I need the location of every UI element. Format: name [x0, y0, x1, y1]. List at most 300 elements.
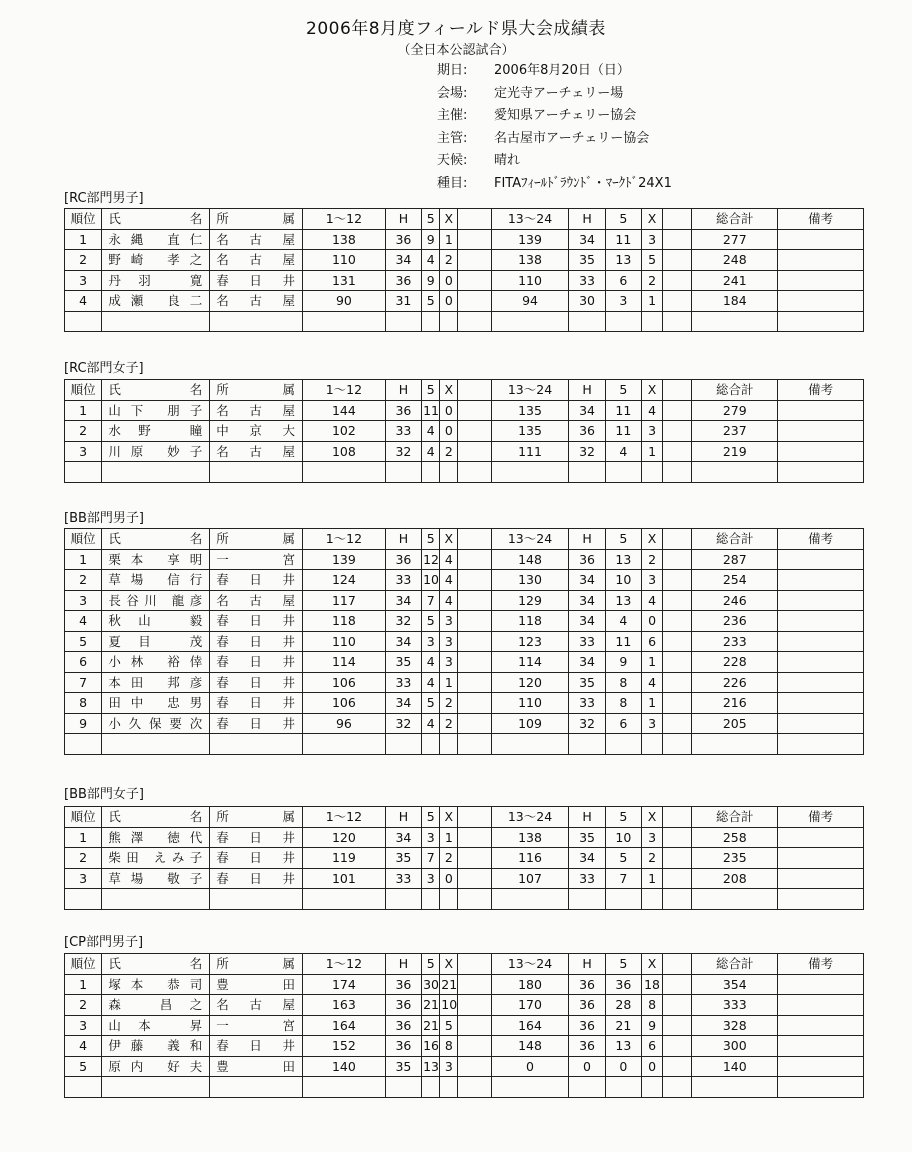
cell-name: 山下 朋子	[102, 400, 210, 421]
cell-h-1-12: 35	[385, 652, 421, 673]
cell-empty	[440, 734, 458, 755]
col-header-five-13-24: 5	[605, 807, 641, 828]
cell-empty	[422, 734, 440, 755]
cell-remarks	[778, 1056, 864, 1077]
section-label-cp-men: [CP部門男子]	[64, 935, 144, 950]
cell-name: 夏目 茂	[102, 631, 210, 652]
col-header-five-13-24: 5	[605, 954, 641, 975]
cell-score-1-12: 102	[303, 421, 386, 442]
cell-remarks	[778, 848, 864, 869]
cell-five-13-24: 6	[605, 270, 641, 291]
cell-x-13-24: 6	[641, 1036, 662, 1057]
info-value: 名古屋市アーチェリー協会	[494, 130, 650, 146]
cell-h-1-12: 36	[385, 1015, 421, 1036]
cell-rank: 1	[65, 549, 102, 570]
cell-x-1-12: 4	[440, 570, 458, 591]
cell-x-1-12: 2	[440, 250, 458, 271]
cell-empty	[458, 462, 491, 483]
cell-rank: 5	[65, 631, 102, 652]
col-header-name-family: 氏	[108, 956, 122, 971]
cell-blank	[663, 570, 692, 591]
cell-x-13-24: 3	[641, 713, 662, 734]
col-header-score-1-12: 1～12	[303, 380, 386, 401]
cell-empty	[65, 462, 102, 483]
cell-total: 248	[692, 250, 778, 271]
cell-blank	[663, 652, 692, 673]
cell-name: 秋山 毅	[102, 611, 210, 632]
empty-row	[65, 462, 864, 483]
cell-h-13-24: 36	[569, 1036, 605, 1057]
cell-gap	[458, 590, 491, 611]
cell-affiliation: 春日井	[210, 868, 303, 889]
cell-h-13-24: 30	[569, 291, 605, 312]
cell-score-1-12: 120	[303, 827, 386, 848]
cell-empty	[605, 889, 641, 910]
table-row	[65, 229, 864, 250]
col-header-affiliation	[210, 529, 303, 550]
cell-rank: 2	[65, 848, 102, 869]
col-header-h-13-24: H	[569, 529, 605, 550]
col-header-rank: 順位	[65, 380, 102, 401]
table-row	[65, 848, 864, 869]
col-header-five-13-24: 5	[605, 209, 641, 230]
cell-total: 226	[692, 672, 778, 693]
col-header-name	[102, 380, 210, 401]
col-header-name	[102, 807, 210, 828]
col-header-h-13-24: H	[569, 954, 605, 975]
cell-score-1-12: 90	[303, 291, 386, 312]
cell-score-1-12: 108	[303, 441, 386, 462]
cell-score-13-24: 138	[491, 827, 569, 848]
cell-x-13-24: 0	[641, 611, 662, 632]
results-table-bb-men	[64, 528, 864, 755]
cell-x-1-12: 2	[440, 848, 458, 869]
cell-h-1-12: 32	[385, 713, 421, 734]
cell-score-1-12: 96	[303, 713, 386, 734]
cell-empty	[422, 462, 440, 483]
cell-empty	[641, 462, 662, 483]
info-label: 主催:	[437, 108, 468, 123]
col-header-aff-1: 所	[216, 382, 230, 397]
cell-gap	[458, 421, 491, 442]
cell-rank: 2	[65, 995, 102, 1016]
cell-x-13-24: 3	[641, 229, 662, 250]
col-header-h-1-12: H	[385, 209, 421, 230]
cell-five-1-12: 9	[422, 270, 440, 291]
cell-empty	[692, 1077, 778, 1098]
info-label: 会場:	[437, 85, 468, 101]
cell-h-1-12: 34	[385, 590, 421, 611]
cell-empty	[102, 462, 210, 483]
cell-five-13-24: 11	[605, 631, 641, 652]
cell-total: 140	[692, 1056, 778, 1077]
cell-x-13-24: 6	[641, 631, 662, 652]
cell-score-1-12: 114	[303, 652, 386, 673]
cell-empty	[210, 311, 303, 332]
cell-empty	[65, 1077, 102, 1098]
cell-h-13-24: 34	[569, 570, 605, 591]
cell-affiliation: 中京大	[210, 421, 303, 442]
cell-affiliation: 春日井	[210, 693, 303, 714]
cell-h-13-24: 34	[569, 229, 605, 250]
cell-empty	[422, 1077, 440, 1098]
cell-score-13-24: 111	[491, 441, 569, 462]
cell-score-1-12: 118	[303, 611, 386, 632]
cell-x-13-24: 4	[641, 672, 662, 693]
cell-x-13-24: 2	[641, 549, 662, 570]
table-row	[65, 570, 864, 591]
cell-x-13-24: 4	[641, 400, 662, 421]
cell-empty	[422, 889, 440, 910]
cell-remarks	[778, 570, 864, 591]
cell-x-1-12: 8	[440, 1036, 458, 1057]
cell-blank	[663, 1036, 692, 1057]
cell-empty	[385, 311, 421, 332]
cell-empty	[385, 889, 421, 910]
cell-score-1-12: 152	[303, 1036, 386, 1057]
cell-h-1-12: 33	[385, 421, 421, 442]
cell-blank	[663, 421, 692, 442]
cell-h-13-24: 34	[569, 400, 605, 421]
col-header-remarks: 備考	[778, 380, 864, 401]
cell-total: 328	[692, 1015, 778, 1036]
cell-empty	[303, 889, 386, 910]
cell-affiliation: 豊田	[210, 974, 303, 995]
cell-gap	[458, 827, 491, 848]
cell-total: 354	[692, 974, 778, 995]
cell-remarks	[778, 1036, 864, 1057]
cell-rank: 4	[65, 611, 102, 632]
cell-h-13-24: 34	[569, 848, 605, 869]
col-header-name-given: 名	[189, 809, 204, 824]
cell-score-13-24: 110	[491, 270, 569, 291]
col-header-name-given: 名	[189, 531, 204, 546]
cell-total: 254	[692, 570, 778, 591]
cell-empty	[65, 734, 102, 755]
cell-empty	[65, 889, 102, 910]
col-header-gap	[458, 807, 491, 828]
cell-score-1-12: 110	[303, 250, 386, 271]
cell-gap	[458, 250, 491, 271]
cell-five-1-12: 4	[422, 713, 440, 734]
cell-five-1-12: 5	[422, 291, 440, 312]
cell-total: 241	[692, 270, 778, 291]
cell-blank	[663, 995, 692, 1016]
col-header-affiliation	[210, 209, 303, 230]
cell-rank: 2	[65, 421, 102, 442]
cell-five-1-12: 4	[422, 652, 440, 673]
cell-x-13-24: 3	[641, 570, 662, 591]
cell-x-1-12: 3	[440, 652, 458, 673]
col-header-name-given: 名	[189, 211, 204, 226]
cell-h-1-12: 35	[385, 1056, 421, 1077]
cell-gap	[458, 441, 491, 462]
cell-total: 279	[692, 400, 778, 421]
cell-x-1-12: 3	[440, 1056, 458, 1077]
cell-h-1-12: 36	[385, 1036, 421, 1057]
cell-remarks	[778, 652, 864, 673]
cell-name: 成瀬 良二	[102, 291, 210, 312]
cell-total: 219	[692, 441, 778, 462]
cell-empty	[440, 462, 458, 483]
col-header-name	[102, 954, 210, 975]
cell-five-13-24: 0	[605, 1056, 641, 1077]
cell-empty	[458, 1077, 491, 1098]
cell-x-13-24: 1	[641, 652, 662, 673]
cell-affiliation: 春日井	[210, 848, 303, 869]
col-header-name-given: 名	[189, 956, 204, 971]
cell-five-13-24: 10	[605, 827, 641, 848]
col-header-total: 総合計	[692, 807, 778, 828]
header-row	[65, 954, 864, 975]
cell-rank: 7	[65, 672, 102, 693]
cell-five-1-12: 4	[422, 672, 440, 693]
cell-total: 246	[692, 590, 778, 611]
cell-affiliation: 春日井	[210, 827, 303, 848]
cell-affiliation: 名古屋	[210, 291, 303, 312]
col-header-score-13-24: 13～24	[491, 954, 569, 975]
col-header-x-13-24: X	[641, 209, 662, 230]
cell-empty	[491, 462, 569, 483]
cell-empty	[65, 311, 102, 332]
cell-score-13-24: 148	[491, 1036, 569, 1057]
cell-x-13-24: 18	[641, 974, 662, 995]
cell-five-13-24: 13	[605, 590, 641, 611]
cell-empty	[663, 311, 692, 332]
table-row	[65, 868, 864, 889]
cell-blank	[663, 693, 692, 714]
col-header-score-13-24: 13～24	[491, 529, 569, 550]
cell-remarks	[778, 229, 864, 250]
cell-empty	[102, 889, 210, 910]
cell-five-1-12: 4	[422, 250, 440, 271]
cell-total: 237	[692, 421, 778, 442]
cell-x-13-24: 4	[641, 590, 662, 611]
info-date	[437, 60, 672, 83]
cell-total: 216	[692, 693, 778, 714]
cell-total: 258	[692, 827, 778, 848]
cell-five-13-24: 13	[605, 549, 641, 570]
cell-empty	[102, 1077, 210, 1098]
cell-empty	[569, 311, 605, 332]
col-header-remarks: 備考	[778, 209, 864, 230]
event-info	[437, 60, 672, 195]
cell-affiliation: 一宮	[210, 549, 303, 570]
col-header-score-13-24: 13～24	[491, 807, 569, 828]
cell-total: 236	[692, 611, 778, 632]
cell-empty	[692, 462, 778, 483]
cell-score-13-24: 110	[491, 693, 569, 714]
cell-remarks	[778, 270, 864, 291]
cell-empty	[605, 1077, 641, 1098]
results-table-rc-men	[64, 208, 864, 332]
cell-blank	[663, 868, 692, 889]
cell-x-13-24: 3	[641, 421, 662, 442]
cell-name: 塚本 恭司	[102, 974, 210, 995]
col-header-aff-1: 所	[216, 211, 230, 226]
cell-gap	[458, 400, 491, 421]
col-header-affiliation	[210, 807, 303, 828]
col-header-x-13-24: X	[641, 380, 662, 401]
col-header-five-1-12: 5	[422, 954, 440, 975]
section-label-rc-men: [RC部門男子]	[64, 191, 144, 206]
col-header-aff-1: 所	[216, 531, 230, 546]
cell-score-13-24: 129	[491, 590, 569, 611]
cell-gap	[458, 848, 491, 869]
cell-affiliation: 一宮	[210, 1015, 303, 1036]
cell-empty	[440, 889, 458, 910]
col-header-x-13-24: X	[641, 807, 662, 828]
cell-gap	[458, 652, 491, 673]
cell-score-13-24: 135	[491, 400, 569, 421]
cell-score-1-12: 117	[303, 590, 386, 611]
cell-blank	[663, 974, 692, 995]
cell-rank: 3	[65, 441, 102, 462]
cell-blank	[663, 611, 692, 632]
col-header-name-family: 氏	[108, 809, 122, 824]
cell-affiliation: 春日井	[210, 631, 303, 652]
col-header-name-family: 氏	[108, 531, 122, 546]
cell-empty	[692, 734, 778, 755]
cell-affiliation: 名古屋	[210, 995, 303, 1016]
cell-five-13-24: 4	[605, 441, 641, 462]
cell-affiliation: 名古屋	[210, 400, 303, 421]
cell-five-13-24: 9	[605, 652, 641, 673]
cell-gap	[458, 229, 491, 250]
col-header-x-1-12: X	[440, 529, 458, 550]
cell-score-1-12: 106	[303, 693, 386, 714]
table-row	[65, 652, 864, 673]
cell-affiliation: 名古屋	[210, 441, 303, 462]
cell-rank: 1	[65, 400, 102, 421]
cell-h-1-12: 34	[385, 827, 421, 848]
cell-remarks	[778, 827, 864, 848]
col-header-aff-2: 属	[282, 211, 297, 226]
info-value: 晴れ	[494, 153, 521, 168]
col-header-x-1-12: X	[440, 807, 458, 828]
col-header-rank: 順位	[65, 209, 102, 230]
cell-five-13-24: 11	[605, 229, 641, 250]
empty-row	[65, 1077, 864, 1098]
cell-x-1-12: 1	[440, 229, 458, 250]
col-header-gap	[458, 954, 491, 975]
cell-empty	[641, 1077, 662, 1098]
col-header-h-1-12: H	[385, 529, 421, 550]
cell-remarks	[778, 400, 864, 421]
cell-x-1-12: 0	[440, 868, 458, 889]
cell-gap	[458, 1036, 491, 1057]
cell-blank	[663, 291, 692, 312]
cell-x-1-12: 0	[440, 291, 458, 312]
cell-empty	[663, 734, 692, 755]
cell-five-13-24: 11	[605, 400, 641, 421]
col-header-aff-2: 属	[282, 809, 297, 824]
cell-affiliation: 春日井	[210, 1036, 303, 1057]
cell-empty	[569, 734, 605, 755]
col-header-name	[102, 529, 210, 550]
cell-name: 原内 好夫	[102, 1056, 210, 1077]
cell-empty	[605, 734, 641, 755]
cell-empty	[102, 734, 210, 755]
section-label-bb-men: [BB部門男子]	[64, 511, 144, 526]
cell-name: 小林 裕倖	[102, 652, 210, 673]
cell-empty	[641, 889, 662, 910]
table-row	[65, 590, 864, 611]
col-header-blank	[663, 209, 692, 230]
cell-score-13-24: 138	[491, 250, 569, 271]
cell-total: 205	[692, 713, 778, 734]
cell-five-13-24: 4	[605, 611, 641, 632]
cell-name: 川原 妙子	[102, 441, 210, 462]
table-row	[65, 693, 864, 714]
cell-rank: 3	[65, 270, 102, 291]
col-header-score-1-12: 1～12	[303, 529, 386, 550]
cell-empty	[778, 889, 864, 910]
cell-name: 伊藤 義和	[102, 1036, 210, 1057]
cell-h-1-12: 33	[385, 570, 421, 591]
cell-total: 287	[692, 549, 778, 570]
table-row	[65, 270, 864, 291]
col-header-blank	[663, 954, 692, 975]
cell-gap	[458, 974, 491, 995]
cell-remarks	[778, 995, 864, 1016]
col-header-score-1-12: 1～12	[303, 954, 386, 975]
info-organizer	[437, 105, 672, 128]
table-row	[65, 672, 864, 693]
table-row	[65, 713, 864, 734]
empty-row	[65, 734, 864, 755]
cell-score-13-24: 164	[491, 1015, 569, 1036]
cell-five-1-12: 7	[422, 590, 440, 611]
cell-empty	[605, 462, 641, 483]
cell-blank	[663, 848, 692, 869]
cell-five-1-12: 11	[422, 400, 440, 421]
cell-gap	[458, 868, 491, 889]
cell-affiliation: 春日井	[210, 713, 303, 734]
col-header-score-13-24: 13～24	[491, 209, 569, 230]
cell-x-1-12: 3	[440, 611, 458, 632]
cell-x-1-12: 1	[440, 672, 458, 693]
cell-five-1-12: 30	[422, 974, 440, 995]
col-header-h-13-24: H	[569, 209, 605, 230]
cell-score-13-24: 120	[491, 672, 569, 693]
cell-score-1-12: 144	[303, 400, 386, 421]
cell-rank: 2	[65, 570, 102, 591]
cell-gap	[458, 291, 491, 312]
cell-blank	[663, 250, 692, 271]
cell-h-1-12: 35	[385, 848, 421, 869]
cell-blank	[663, 713, 692, 734]
cell-gap	[458, 995, 491, 1016]
cell-name: 丹羽 寛	[102, 270, 210, 291]
cell-empty	[778, 1077, 864, 1098]
cell-rank: 4	[65, 291, 102, 312]
cell-x-1-12: 4	[440, 590, 458, 611]
cell-gap	[458, 611, 491, 632]
cell-h-13-24: 36	[569, 421, 605, 442]
info-venue	[437, 83, 672, 106]
cell-remarks	[778, 421, 864, 442]
col-header-five-1-12: 5	[422, 529, 440, 550]
cell-score-1-12: 138	[303, 229, 386, 250]
cell-score-13-24: 148	[491, 549, 569, 570]
cell-affiliation: 春日井	[210, 652, 303, 673]
col-header-five-13-24: 5	[605, 529, 641, 550]
cell-h-1-12: 36	[385, 995, 421, 1016]
cell-name: 本田 邦彦	[102, 672, 210, 693]
cell-score-13-24: 107	[491, 868, 569, 889]
cell-x-1-12: 2	[440, 713, 458, 734]
